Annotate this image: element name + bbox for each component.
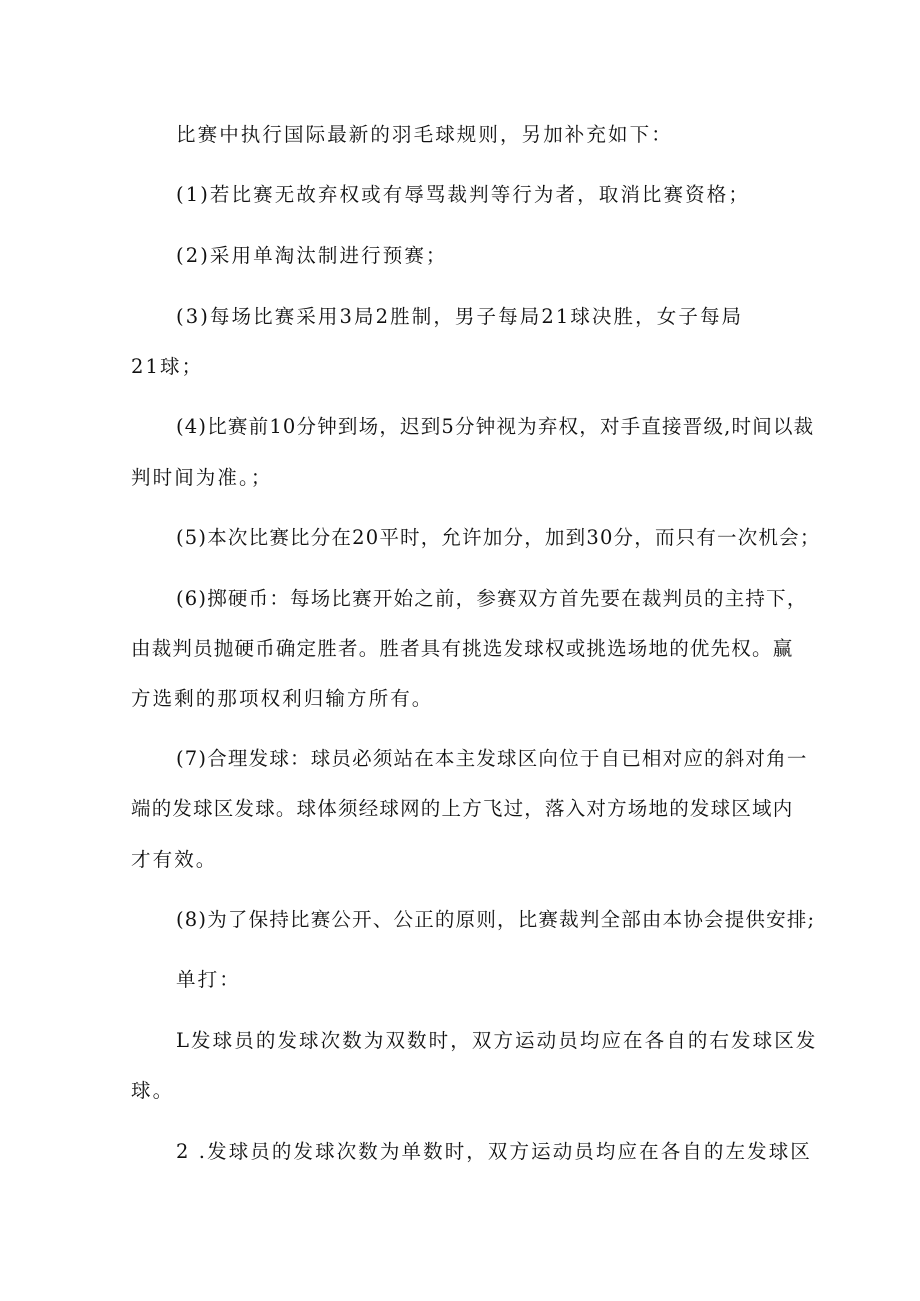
- rule-1: (1)若比赛无故弃权或有辱骂裁判等行为者，取消比赛资格；: [176, 183, 750, 206]
- rule-4-line-2: 判时间为准。；: [131, 466, 273, 489]
- singles-rule-1-line-2: 球。: [131, 1079, 175, 1102]
- singles-rule-2-line-1: 2 .发球员的发球次数为单数时，双方运动员均应在各自的左发球区: [176, 1140, 812, 1163]
- rule-4-line-1: (4)比赛前10分钟到场，迟到5分钟视为弃权，对手直接晋级,时间以裁: [176, 415, 815, 438]
- rule-7-line-3: 才有效。: [131, 848, 218, 871]
- rule-7-line-1: (7)合理发球：球员必须站在本主发球区向位于自已相对应的斜对角一: [176, 747, 808, 770]
- rule-2: (2)采用单淘汰制进行预赛；: [176, 244, 448, 267]
- rule-6-line-3: 方选剩的那项权利归输方所有。: [131, 687, 434, 710]
- rule-6-line-2: 由裁判员抛硬币确定胜者。胜者具有挑选发球权或挑选场地的优先权。赢: [131, 637, 794, 660]
- rule-5: (5)本次比赛比分在20平时，允许加分，加到30分，而只有一次机会；: [176, 526, 821, 549]
- rule-6-line-1: (6)掷硬币：每场比赛开始之前，参赛双方首先要在裁判员的主持下，: [176, 587, 808, 610]
- intro-paragraph: 比赛中执行国际最新的羽毛球规则，另加补充如下：: [176, 123, 673, 146]
- rule-3-line-2: 21球；: [131, 355, 204, 378]
- rule-3-line-1: (3)每场比赛采用3局2胜制，男子每局21球决胜，女子每局: [176, 305, 744, 328]
- singles-heading: 单打：: [176, 968, 241, 991]
- rule-8: (8)为了保持比赛公开、公正的原则，比赛裁判全部由本协会提供安排;: [176, 908, 816, 931]
- singles-rule-1-line-1: L发球员的发球次数为双数时，双方运动员均应在各自的右发球区发: [176, 1029, 818, 1052]
- rule-7-line-2: 端的发球区发球。球体须经球网的上方飞过，落入对方场地的发球区域内: [131, 797, 794, 820]
